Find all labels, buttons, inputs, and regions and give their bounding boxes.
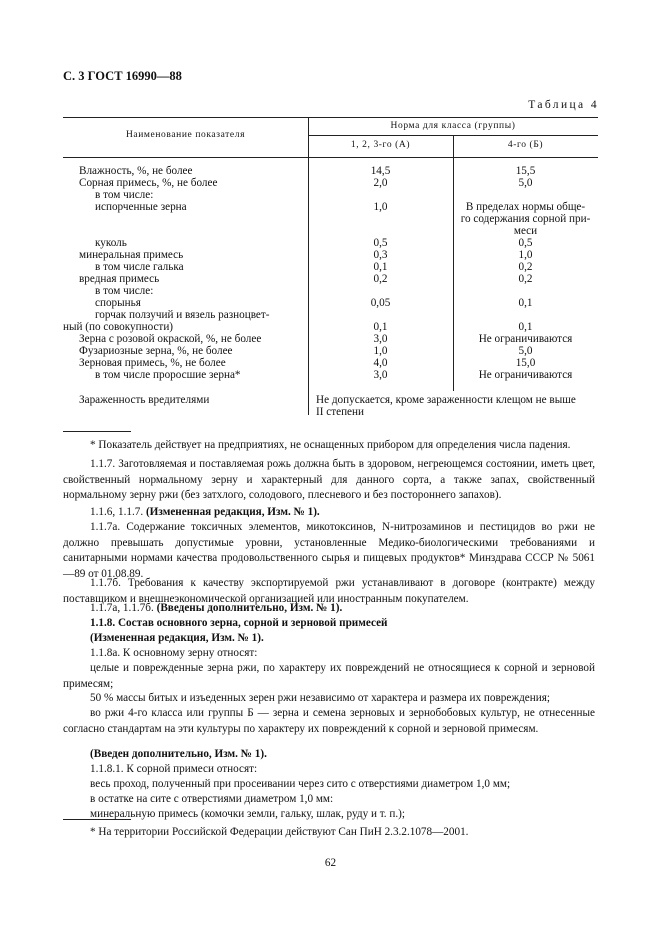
table-cell-b: 5,0 — [518, 177, 533, 189]
col-header-b: 4-го (Б) — [507, 140, 544, 150]
para-1181-item2: в остатке на сите с отверстиями диаметром 1,0 мм: — [90, 793, 334, 805]
table-cell-name: куколь — [95, 237, 127, 249]
table-cell-b: 0,1 — [518, 297, 533, 309]
table-cell-a: 14,5 — [370, 165, 391, 177]
table-cell-name: в том числе галька — [95, 261, 184, 273]
para-1181: 1.1.8.1. К сорной примеси относят: — [90, 763, 258, 775]
table-cell-b: 0,5 — [518, 237, 533, 249]
table-cell-a: 0,3 — [373, 249, 388, 261]
footnote-rule-bottom — [63, 819, 131, 820]
para-117: 1.1.7. Заготовляемая и поставляемая рожь должна быть в здоровом, негреющемся состоянии, иметь цвет, свойственный нормальному зерну и характерный для данного сорта, а также запах, свойственный нормальному зерну ржи (без затхлого, солодового, плесневого и без постороннего запахов). — [63, 458, 595, 502]
table-cell-name: минеральная примесь — [79, 249, 184, 261]
pest-value-line2: II степени — [316, 406, 364, 418]
table-cell-b: 1,0 — [518, 249, 533, 261]
table-cell-name: ный (по совокупности) — [63, 321, 174, 333]
table-cell-b: меси — [513, 225, 538, 237]
para-118a-item2: 50 % массы битых и изъеденных зерен ржи независимо от характера и размера их повреждения; — [90, 692, 550, 704]
table-cell-a: 0,5 — [373, 237, 388, 249]
para-1181-item3: минеральную примесь (комочки земли, гальку, шлак, руду и т. п.); — [90, 808, 406, 820]
pest-value-line1: Не допускается, кроме зараженности клещом не выше — [316, 394, 576, 406]
table-cell-name: Влажность, %, не более — [79, 165, 193, 177]
col-header-name: Наименование показателя — [125, 130, 246, 140]
col-header-norm: Норма для класса (группы) — [390, 121, 516, 131]
pest-name: Зараженность вредителями — [79, 394, 210, 406]
table-cell-b: 0,1 — [518, 321, 533, 333]
page-header: С. 3 ГОСТ 16990—88 — [63, 69, 182, 83]
col-header-a: 1, 2, 3-го (А) — [350, 140, 411, 150]
table-cell-b: 0,2 — [518, 273, 533, 285]
bottom-footnote: * На территории Российской Федерации действуют Сан ПиН 2.3.2.1078—2001. — [90, 826, 469, 838]
table-cell-a: 0,05 — [370, 297, 391, 309]
table-cell-b: 5,0 — [518, 345, 533, 357]
table-label: Таблица 4 — [528, 99, 599, 111]
table-cell-name: в том числе: — [95, 285, 154, 297]
table-cell-name: Зерновая примесь, %, не более — [79, 357, 226, 369]
table-cell-name: Зерна с розовой окраской, %, не более — [79, 333, 262, 345]
para-117a: 1.1.7а. Содержание токсичных элементов, микотоксинов, N-нитрозаминов и пестицидов во ржи не должно превышать допустимые уровни, установленные Медико-биологическими требованиями и санитарными нормами качества продовольственного сырья и пищевых продуктов* Минздрава СССР № 5061—89 от 01.08.89. — [63, 521, 595, 580]
table-cell-a: 3,0 — [373, 369, 388, 381]
para-116-117-note: 1.1.6, 1.1.7. (Измененная редакция, Изм. № 1). — [90, 506, 320, 518]
para-117b: 1.1.7б. Требования к качеству экспортируемой ржи устанавливают в договоре (контракте) между поставщиком и внешнеэкономической организацией или иностранным покупателем. — [63, 577, 595, 605]
table-cell-name: спорынья — [95, 297, 141, 309]
table-cell-name: в том числе: — [95, 189, 154, 201]
para-117ab-note: 1.1.7а, 1.1.7б. (Введены дополнительно, Изм. № 1). — [90, 602, 343, 614]
page-number: 62 — [324, 857, 337, 869]
table-cell-a: 2,0 — [373, 177, 388, 189]
table-cell-a: 0,2 — [373, 273, 388, 285]
footnote-rule — [63, 431, 131, 432]
table-cell-a: 3,0 — [373, 333, 388, 345]
table-cell-a: 1,0 — [373, 345, 388, 357]
table-cell-b: 15,5 — [515, 165, 536, 177]
table-cell-a: 4,0 — [373, 357, 388, 369]
table-cell-name: Фузариозные зерна, %, не более — [79, 345, 233, 357]
para-118-edit: (Измененная редакция, Изм. № 1). — [90, 632, 264, 644]
table-cell-b: Не ограничиваются — [478, 333, 573, 345]
table-cell-name: горчак ползучий и вязель разноцвет- — [95, 309, 270, 321]
para-118a-added: (Введен дополнительно, Изм. № 1). — [90, 748, 267, 760]
para-118a: 1.1.8а. К основному зерну относят: — [90, 647, 258, 659]
table-cell-a: 0,1 — [373, 261, 388, 273]
para-118-title: 1.1.8. Состав основного зерна, сорной и зерновой примесей — [90, 617, 388, 629]
para-118a-item3: во ржи 4-го класса или группы Б — зерна и семена зерновых и зернобобовых культур, не отнесенные согласно стандартам на эти культуры по характеру их повреждений к сорной и зерновой примесям. — [63, 707, 595, 735]
table-cell-a: 1,0 — [373, 201, 388, 213]
table-cell-name: вредная примесь — [79, 273, 160, 285]
table-cell-name: в том числе проросшие зерна* — [95, 369, 241, 381]
table-cell-name: испорченные зерна — [95, 201, 187, 213]
table-cell-b: Не ограничиваются — [478, 369, 573, 381]
table-cell-b: 15,0 — [515, 357, 536, 369]
table-cell-b: го содержания сорной при- — [460, 213, 591, 225]
table-cell-b: 0,2 — [518, 261, 533, 273]
para-1181-item1: весь проход, полученный при просеивании через сито с отверстиями диаметром 1,0 мм; — [90, 778, 511, 790]
table-cell-name: Сорная примесь, %, не более — [79, 177, 218, 189]
table-cell-b: В пределах нормы обще- — [465, 201, 586, 213]
table-cell-a: 0,1 — [373, 321, 388, 333]
para-118a-item1: целые и поврежденные зерна ржи, по характеру их повреждений не относящиеся к сорной и зерновой примесям; — [63, 662, 595, 690]
table-footnote: * Показатель действует на предприятиях, не оснащенных прибором для определения числа падения. — [90, 439, 571, 451]
